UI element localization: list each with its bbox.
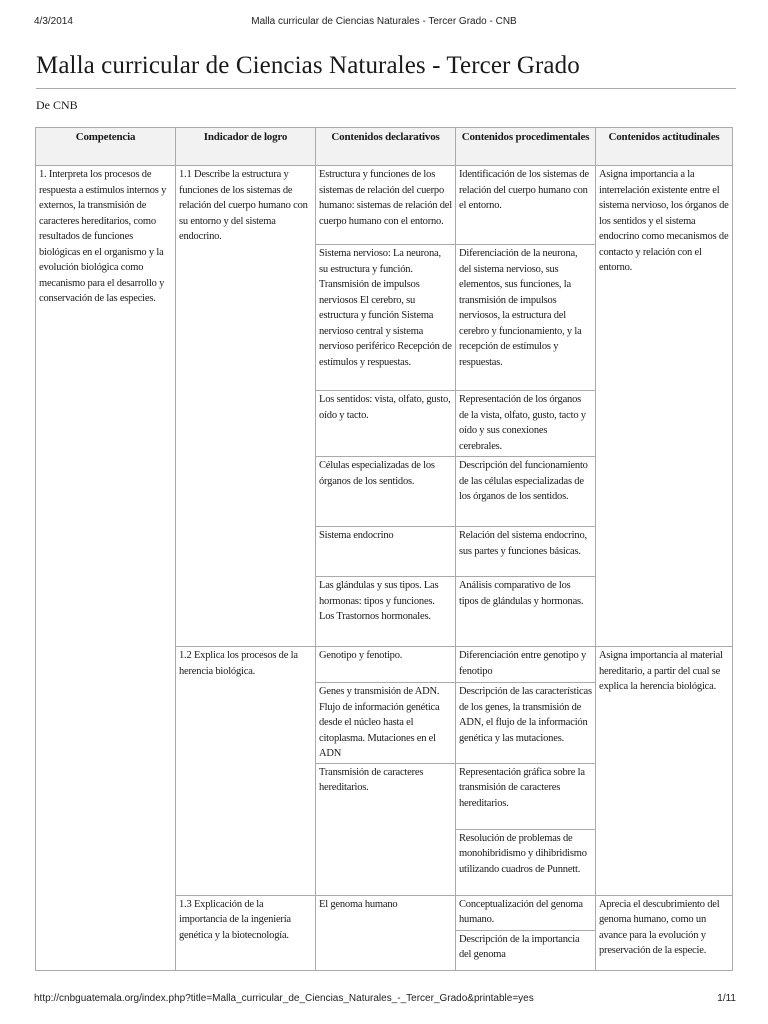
page-title: Malla curricular de Ciencias Naturales - Tercer Grado	[36, 52, 580, 79]
header-procedimentales: Contenidos procedimentales	[456, 128, 596, 166]
table-row	[36, 166, 733, 245]
header-actitudinales: Contenidos actitudinales	[596, 128, 733, 166]
procedimental-cell: Representación de los órganos de la vista, olfato, gusto, tacto y oído y sus conexiones cerebrales.	[456, 391, 596, 457]
page-source: De CNB	[36, 98, 78, 112]
declarativo-cell: Sistema nervioso: La neurona, su estructura y función. Transmisión de impulsos nerviosos El cerebro, su estructura y función Sistema nervioso central y sistema nervioso periférico Recepción de estímulos y respuestas.	[316, 245, 456, 391]
procedimental-cell: Descripción de las características de los genes, la transmisión de ADN, el flujo de la información genética y las mutaciones.	[456, 683, 596, 764]
competencia-cell: 1. Interpreta los procesos de respuesta a estímulos internos y externos, la transmisión de caracteres hereditarios, como resultados de funciones biológicas en el organismo y la evolución biológica como mecanismo para el desarrollo y conservación de las especies.	[36, 166, 176, 971]
procedimental-cell: Análisis comparativo de los tipos de glándulas y hormonas.	[456, 577, 596, 647]
indicador-cell: 1.3 Explicación de la importancia de la ingeniería genética y la biotecnología.	[176, 895, 316, 970]
declarativo-cell: Sistema endocrino	[316, 527, 456, 577]
title-divider	[36, 88, 736, 89]
page-number: 1/11	[717, 993, 736, 1004]
indicador-cell: 1.2 Explica los procesos de la herencia biológica.	[176, 647, 316, 896]
actitudinal-cell: Asigna importancia al material hereditario, a partir del cual se explica la herencia biológica.	[596, 647, 733, 896]
procedimental-cell: Relación del sistema endocrino, sus partes y funciones básicas.	[456, 527, 596, 577]
procedimental-cell: Identificación de los sistemas de relación del cuerpo humano con el entorno.	[456, 166, 596, 245]
print-page-title: Malla curricular de Ciencias Naturales - Tercer Grado - CNB	[251, 16, 517, 27]
actitudinal-cell: Aprecia el descubrimiento del genoma humano, como un avance para la evolución y preservación de la especie.	[596, 895, 733, 970]
declarativo-cell: Genotipo y fenotipo.	[316, 647, 456, 683]
actitudinal-cell: Asigna importancia a la interrelación existente entre el sistema nervioso, los órganos de los sentidos y el sistema endocrino como mecanismos de contacto y relación con el entorno.	[596, 166, 733, 647]
print-footer	[0, 993, 768, 1007]
procedimental-cell: Resolución de problemas de monohibridismo y dihibridismo utilizando cuadros de Punnett.	[456, 829, 596, 895]
declarativo-cell: Genes y transmisión de ADN. Flujo de información genética desde el núcleo hasta el citoplasma. Mutaciones en el ADN	[316, 683, 456, 764]
procedimental-cell: Descripción de la importancia del genoma	[456, 930, 596, 970]
procedimental-cell: Diferenciación entre genotipo y fenotipo	[456, 647, 596, 683]
print-header	[0, 16, 768, 30]
print-date: 4/3/2014	[34, 16, 73, 27]
procedimental-cell: Diferenciación de la neurona, del sistema nervioso, sus elementos, sus funciones, la transmisión de impulsos nerviosos, la estructura del cerebro y funcionamiento, y la recepción de estímulos y respuestas.	[456, 245, 596, 391]
declarativo-cell: Células especializadas de los órganos de los sentidos.	[316, 457, 456, 527]
indicador-cell: 1.1 Describe la estructura y funciones de los sistemas de relación del cuerpo humano con su entorno y del sistema endocrino.	[176, 166, 316, 647]
declarativo-cell: Estructura y funciones de los sistemas de relación del cuerpo humano: sistemas de relación del cuerpo humano con el entorno.	[316, 166, 456, 245]
table-header-row	[36, 128, 733, 166]
procedimental-cell: Descripción del funcionamiento de las células especializadas de los órganos de los sentidos.	[456, 457, 596, 527]
curriculum-table	[35, 127, 733, 971]
procedimental-cell: Conceptualización del genoma humano.	[456, 895, 596, 930]
declarativo-cell: Los sentidos: vista, olfato, gusto, oído y tacto.	[316, 391, 456, 457]
declarativo-cell: Las glándulas y sus tipos. Las hormonas: tipos y funciones. Los Trastornos hormonales.	[316, 577, 456, 647]
procedimental-cell: Representación gráfica sobre la transmisión de caracteres hereditarios.	[456, 763, 596, 829]
header-declarativos: Contenidos declarativos	[316, 128, 456, 166]
declarativo-cell: El genoma humano	[316, 895, 456, 970]
header-competencia: Competencia	[36, 128, 176, 166]
declarativo-cell: Transmisión de caracteres hereditarios.	[316, 763, 456, 895]
header-indicador: Indicador de logro	[176, 128, 316, 166]
print-url: http://cnbguatemala.org/index.php?title=Malla_curricular_de_Ciencias_Naturales_-_Tercer_Grado&printable=yes	[34, 993, 534, 1004]
